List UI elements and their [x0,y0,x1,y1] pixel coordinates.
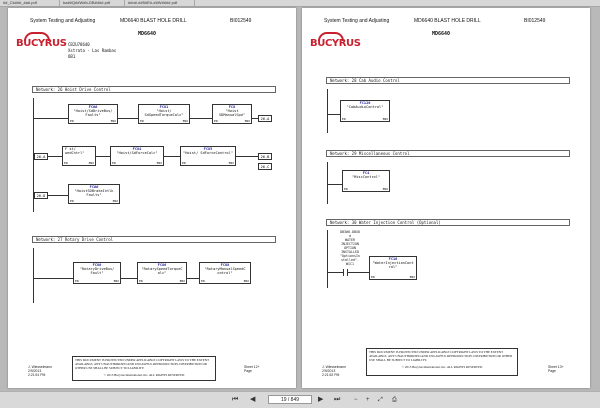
block-label: "RotaryDriveBus/ Fault" [79,267,115,275]
eno-pin: ENO [228,161,234,165]
power-rail [327,162,328,204]
network-30-header: Network: 30 Water Injection Control (Optional) [326,219,570,226]
zoom-in-button[interactable]: + [366,397,370,403]
wire [33,278,73,279]
block-number: FC16 [388,257,398,261]
wire [190,118,212,119]
eno-pin: ENO [244,119,250,123]
connector-26a-out: 26.A [258,115,272,122]
model-title: MD6640 [432,31,451,37]
block-number: FC88 [220,263,230,267]
network-27-header: Network: 27 Rotary Drive Control [32,236,276,243]
eno-pin: ENO [382,117,388,121]
wire [33,118,68,119]
en-pin: EN [182,161,186,165]
wire [327,114,340,115]
footer-author: J. Wiesselmann 2/9/2013 2:21:52 PM [322,365,346,377]
tab-file-1[interactable]: ##_Ck###_#a#.pdf [0,0,60,6]
eno-pin: ENO [110,119,116,123]
fit-page-icon[interactable]: ⤢ [378,397,383,403]
function-block-partial [62,146,96,166]
block-number: FC86 [157,263,167,267]
pdf-page-right [302,8,590,388]
meta-line-3: OB1 [68,54,76,59]
pdf-page-left [8,8,296,388]
function-block [137,262,187,284]
function-block [180,146,236,166]
function-block [138,104,190,124]
tab-bar [0,0,600,7]
function-block [199,262,251,284]
eno-pin: ENO [113,279,119,283]
function-block [212,104,252,124]
function-block [68,104,118,124]
sheet-number: Sheet 12+ Page [244,365,260,373]
function-block [340,100,390,122]
footer-author: J. Wiesselmann 2/9/2013 2:21:51 PM [28,365,52,377]
wire [327,272,343,273]
block-label: "RotaryManualSpeedC ontrol" [204,267,246,275]
en-pin: EN [75,279,79,283]
copyright-notice: THIS DOCUMENT IS PROTECTED UNDER APPLICABLE COPYRIGHT LAWS TO THE EXTENT AVAILABLE, ANY UNAUTHORIZED AND UNLAWFUL REPRODUCTION, DISTRIBUTION OR OTHER USE SHALL BE SUBJECT TO LIABILITY. [369,350,513,362]
wire [187,278,199,279]
block-label: F st/ wedCntrl" [65,147,85,155]
copyright-line: © 2013 Bucyrus International, Inc. ALL RIGHTS RESERVED [401,365,483,369]
print-icon[interactable]: ⎙ [392,397,397,403]
bucyrus-logo: BUCYRUS [310,38,361,49]
block-label: "Hoist/ SdSpeedTorqueCalc" [144,109,184,117]
en-pin: EN [70,119,74,123]
en-pin: EN [201,279,205,283]
viewer-toolbar [0,391,600,408]
en-pin: EN [371,275,375,279]
wire [118,118,138,119]
header-right: BI012549 [524,18,546,24]
wire [48,156,62,157]
header-right: BI012549 [230,18,252,24]
block-label: "RotarySpeedTorqueC alc" [141,267,183,275]
wire [121,278,137,279]
wire [236,156,258,157]
header-center: MD6640 BLAST HOLE DRILL [414,18,481,24]
power-rail [33,248,34,303]
first-page-button[interactable]: ⏮ [232,396,239,403]
wire [327,184,342,185]
tab-file-2[interactable]: ba##Q##W#b-DB#4##.pdf [60,0,125,6]
block-label: "Hoist/SdDriveBus/ Faults" [73,109,113,117]
header-left: System Testing and Adjusting [30,18,96,24]
en-pin: EN [140,119,144,123]
copyright-line: © 2013 Bucyrus International, Inc. ALL RIGHTS RESERVED [103,373,185,377]
block-label: "Hoist SDManualSpd" [219,109,245,117]
block-number: FC## [89,185,99,189]
network-29-header: Network: 29 Miscellaneous Control [326,150,570,157]
network-28-header: Network: 28 Cab Audio Control [326,77,570,84]
function-block [342,170,390,192]
meta-line-1: CB2U78640 [68,42,90,47]
eno-pin: ENO [112,199,118,203]
eno-pin: ENO [88,161,94,165]
eno-pin: ENO [156,161,162,165]
contact-label: DB3#0.DBX8 d WATER INJECTION OPTION INSTALLED "OptionsIn stalled". WIC1 [340,230,360,266]
en-pin: EN [344,187,348,191]
network-26-header: Network: 26 Hoist Drive Control [32,86,276,93]
header-center: MD6640 BLAST HOLE DRILL [120,18,187,24]
eno-pin: ENO [182,119,188,123]
copyright-notice: THIS DOCUMENT IS PROTECTED UNDER APPLICABLE COPYRIGHT LAWS TO THE EXTENT AVAILABLE, ANY UNAUTHORIZED AND UNLAWFUL REPRODUCTION, DISTRIBUTION OR OTHER USE SHALL BE SUBJECT TO LIABILITY. [75,358,209,370]
block-number: FC84 [132,147,142,151]
copyright-box [72,356,216,381]
bucyrus-logo: BUCYRUS [16,38,67,49]
en-pin: EN [342,117,346,121]
block-label: "MiscControl" [351,175,381,179]
last-page-button[interactable]: ⏭ [334,396,341,403]
block-label: "HoistSDBrakeIntlk Faults" [74,189,114,197]
function-block [73,262,121,284]
connector-26d-in: 26.D [34,192,48,199]
page-number-input[interactable]: 19 / 849 [268,395,312,404]
power-rail [327,89,328,133]
meta-line-2: Xstrata - Las Rambas [68,48,117,53]
block-number: FC8 [228,105,236,109]
function-block [68,184,120,204]
block-number: FC85 [203,147,213,151]
block-label: "Hoist/SdForceCalc" [116,151,158,155]
eno-pin: ENO [179,279,185,283]
wire [347,272,369,273]
power-rail [327,230,328,288]
prev-page-button[interactable]: ◀ [250,396,256,403]
en-pin: EN [112,161,116,165]
block-label: "Hoist/ SdForceControl" [183,151,233,155]
connector-26c-out: 26.C [258,163,272,170]
block-number: FC4 [362,171,370,175]
block-number: FC86 [92,263,102,267]
eno-pin: ENO [243,279,249,283]
en-pin: EN [64,161,68,165]
contact-left [343,269,344,276]
model-title: MD6640 [138,31,157,37]
wire [96,156,110,157]
connector-26a-in: 26.A [34,153,48,160]
wire [164,156,180,157]
next-page-button[interactable]: ▶ [318,396,324,403]
connector-26b-out: 26.B [258,153,272,160]
tab-file-3[interactable]: ##n#-##5#E#-##W####.pdf [125,0,195,6]
copyright-box [366,348,518,376]
block-number: FC126 [359,101,371,105]
en-pin: EN [139,279,143,283]
eno-pin: ENO [382,187,388,191]
en-pin: EN [214,119,218,123]
function-block [369,256,417,280]
block-label: "WaterInjectionCont rol" [372,261,414,269]
block-number: FC## [88,105,98,109]
eno-pin: ENO [409,275,415,279]
zoom-out-button[interactable]: − [354,397,358,403]
header-left: System Testing and Adjusting [324,18,390,24]
block-label: "CabAudioControl" [346,105,384,109]
block-number: FC81 [159,105,169,109]
sheet-number: Sheet 13+ Page [548,365,564,373]
wire [48,195,68,196]
function-block [110,146,164,166]
en-pin: EN [70,199,74,203]
